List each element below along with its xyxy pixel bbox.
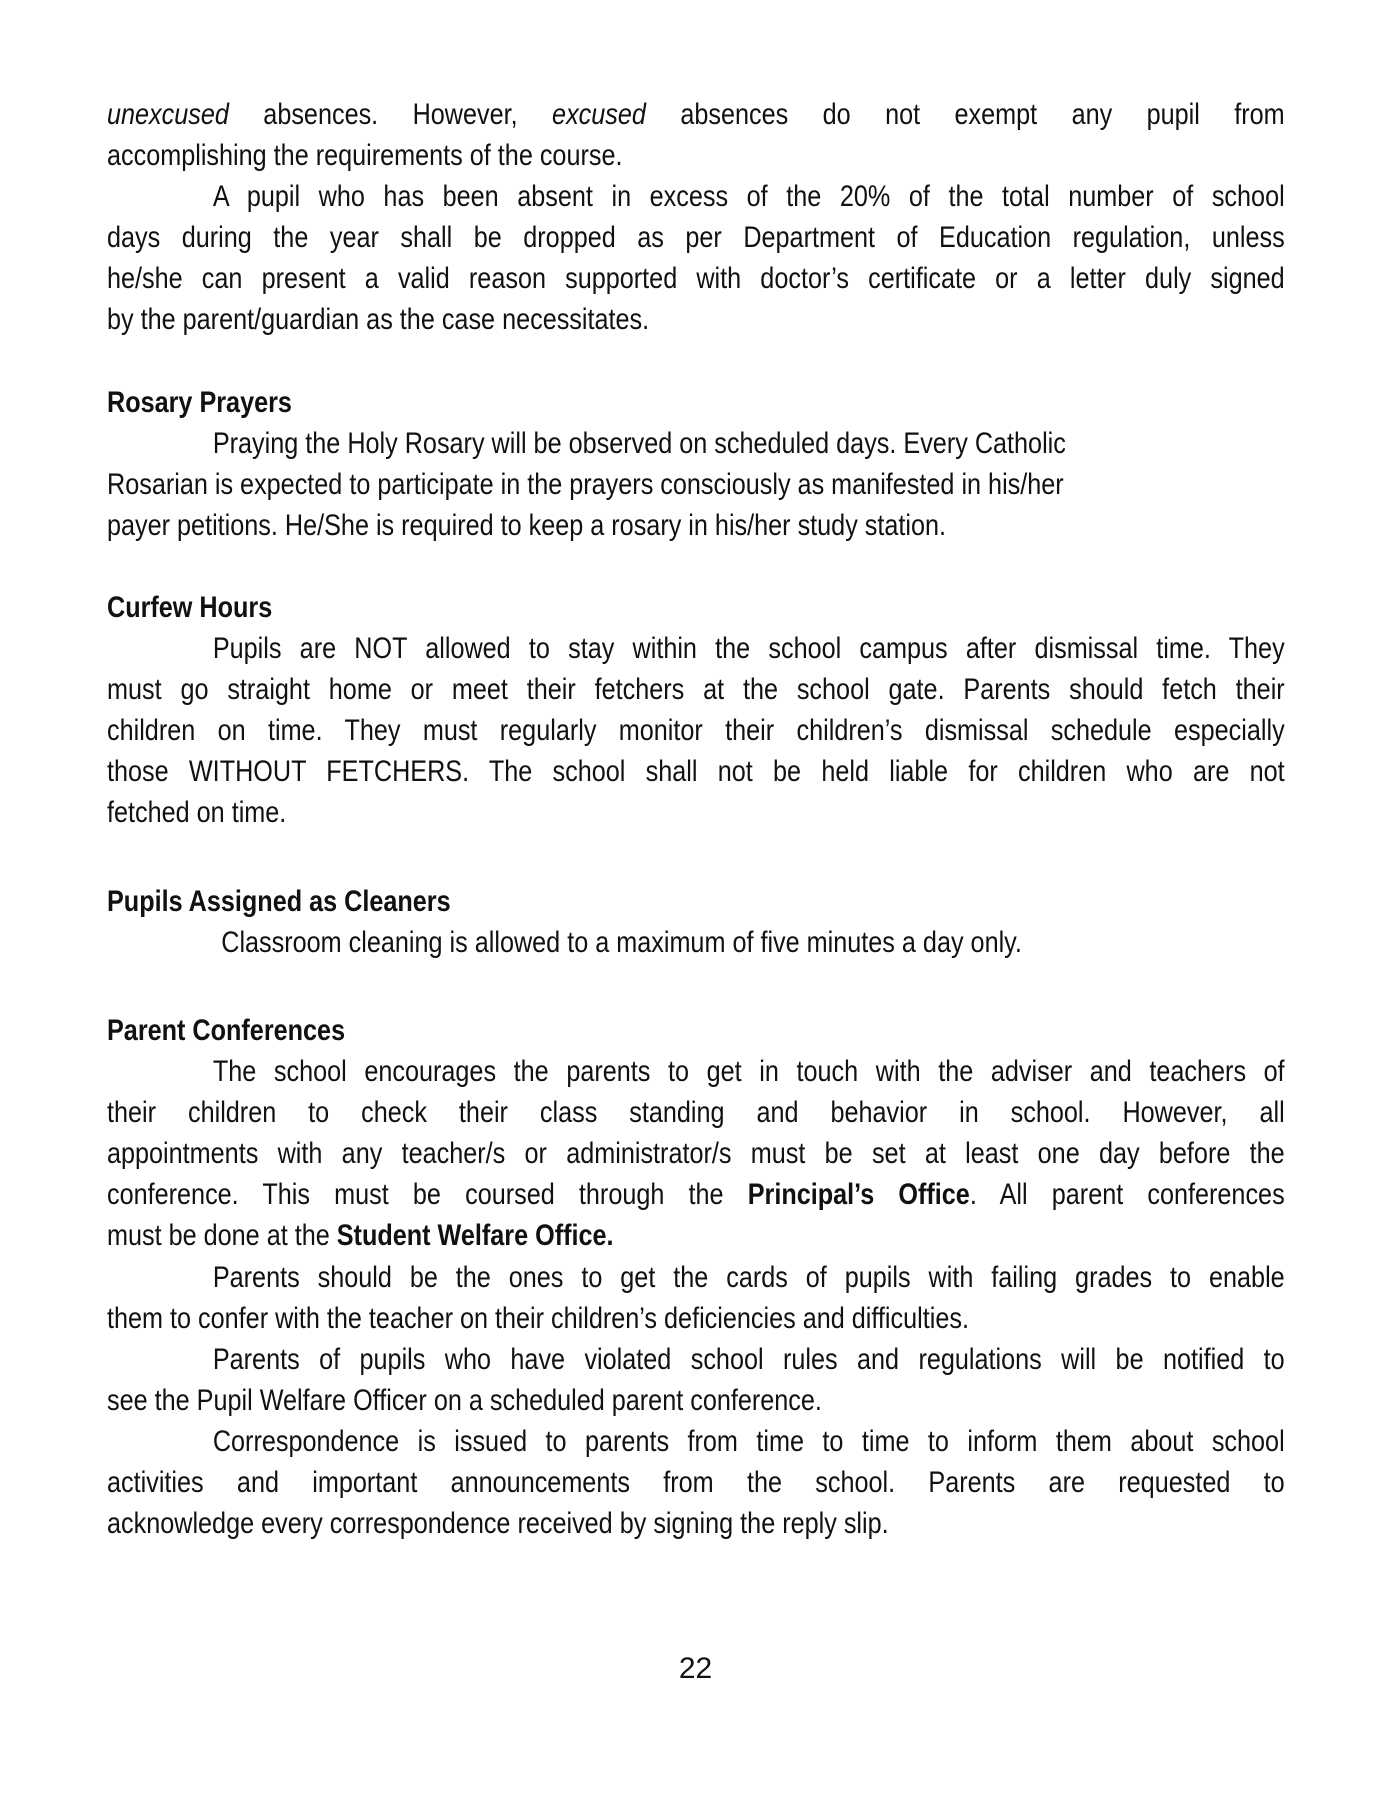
text-line bbox=[107, 1339, 1285, 1380]
text-line bbox=[107, 710, 1285, 751]
text-span: days during the year shall be dropped as per Department of Education regulation, unless bbox=[107, 221, 1285, 255]
section-heading: Parent Conferences bbox=[107, 1014, 346, 1047]
section-conferences bbox=[107, 1010, 1285, 1544]
text-line bbox=[107, 94, 1285, 135]
text-span: Pupils are NOT allowed to stay within the school campus after dismissal time. They bbox=[212, 632, 1285, 666]
text-line bbox=[107, 1298, 1285, 1339]
text-span: A pupil who has been absent in excess of the 20% of the total number of school bbox=[212, 180, 1285, 214]
text-line bbox=[107, 751, 1285, 792]
text-line bbox=[107, 1092, 1285, 1133]
text-line bbox=[107, 1257, 1285, 1298]
text-span: Parents should be the ones to get the cards of pupils with failing grades to enable bbox=[212, 1260, 1285, 1294]
text-span: must go straight home or meet their fetchers at the school gate. Parents should fetch their bbox=[107, 673, 1285, 707]
text-span: see the Pupil Welfare Officer on a scheduled parent conference. bbox=[107, 1383, 822, 1417]
text-line bbox=[107, 423, 1285, 464]
text-span: conference. This must be coursed through the bbox=[107, 1178, 748, 1212]
text-span: activities and important announcements from the school. Parents are requested to bbox=[107, 1466, 1285, 1500]
text-line bbox=[107, 217, 1285, 258]
text-span: accomplishing the requirements of the course. bbox=[107, 139, 623, 173]
text-line bbox=[107, 1133, 1285, 1174]
text-line bbox=[107, 176, 1285, 217]
text-span: absences. However, bbox=[228, 98, 553, 131]
text-line bbox=[107, 1380, 1285, 1421]
text-line bbox=[107, 1215, 1285, 1256]
text-line bbox=[107, 669, 1285, 710]
text-line bbox=[107, 505, 1285, 546]
text-line bbox=[107, 628, 1285, 669]
text-span: by the parent/guardian as the case necessitates. bbox=[107, 303, 650, 337]
italic-text: excused bbox=[552, 98, 646, 131]
text-span: Rosarian is expected to participate in the prayers consciously as manifested in his/her bbox=[107, 468, 1064, 502]
text-span: those WITHOUT FETCHERS. The school shall not be held liable for children who are not bbox=[107, 755, 1285, 789]
text-span: children on time. They must regularly monitor their children’s dismissal schedule especially bbox=[107, 714, 1285, 748]
text-line bbox=[107, 1503, 1285, 1544]
page-number: 22 bbox=[678, 1652, 713, 1685]
text-span: acknowledge every correspondence received by signing the reply slip. bbox=[107, 1507, 889, 1541]
text-span: Correspondence is issued to parents from time to time to inform them about school bbox=[212, 1424, 1285, 1458]
section-cleaners bbox=[107, 881, 1285, 963]
section-intro bbox=[107, 94, 1285, 341]
text-line bbox=[107, 135, 1285, 176]
text-line bbox=[107, 1462, 1285, 1503]
text-span: payer petitions. He/She is required to keep a rosary in his/her study station. bbox=[107, 509, 947, 543]
text-span: fetched on time. bbox=[107, 796, 287, 830]
bold-text: Student Welfare Office. bbox=[336, 1219, 614, 1253]
bold-text: Principal’s Office bbox=[747, 1178, 970, 1212]
text-span: them to confer with the teacher on their children’s deficiencies and difficulties. bbox=[107, 1301, 969, 1335]
italic-text: unexcused bbox=[107, 98, 229, 131]
text-line bbox=[107, 792, 1285, 833]
text-line bbox=[107, 1174, 1285, 1215]
section-rosary bbox=[107, 382, 1285, 546]
text-span: absences do not exempt any pupil from bbox=[645, 98, 1285, 131]
text-span: appointments with any teacher/s or administrator/s must be set at least one day before the bbox=[107, 1137, 1285, 1171]
section-heading: Pupils Assigned as Cleaners bbox=[107, 885, 451, 918]
text-span: Praying the Holy Rosary will be observed on scheduled days. Every Catholic bbox=[212, 427, 1066, 461]
section-heading: Curfew Hours bbox=[107, 591, 273, 624]
text-span: their children to check their class standing and behavior in school. However, all bbox=[107, 1096, 1285, 1130]
text-line bbox=[107, 922, 1285, 963]
text-line bbox=[107, 464, 1285, 505]
text-line bbox=[107, 1051, 1285, 1092]
text-span: . All parent conferences bbox=[969, 1178, 1285, 1212]
text-line bbox=[107, 299, 1285, 340]
text-span: he/she can present a valid reason supported with doctor’s certificate or a letter duly signed bbox=[107, 262, 1285, 296]
section-heading: Rosary Prayers bbox=[107, 386, 292, 419]
text-line bbox=[107, 1421, 1285, 1462]
section-curfew bbox=[107, 587, 1285, 834]
text-span: must be done at the bbox=[107, 1219, 337, 1253]
text-span: Parents of pupils who have violated school rules and regulations will be notified to bbox=[212, 1342, 1285, 1376]
text-line bbox=[107, 258, 1285, 299]
text-span: The school encourages the parents to get in touch with the adviser and teachers of bbox=[212, 1055, 1285, 1089]
text-span: Classroom cleaning is allowed to a maximum of five minutes a day only. bbox=[221, 926, 1022, 960]
